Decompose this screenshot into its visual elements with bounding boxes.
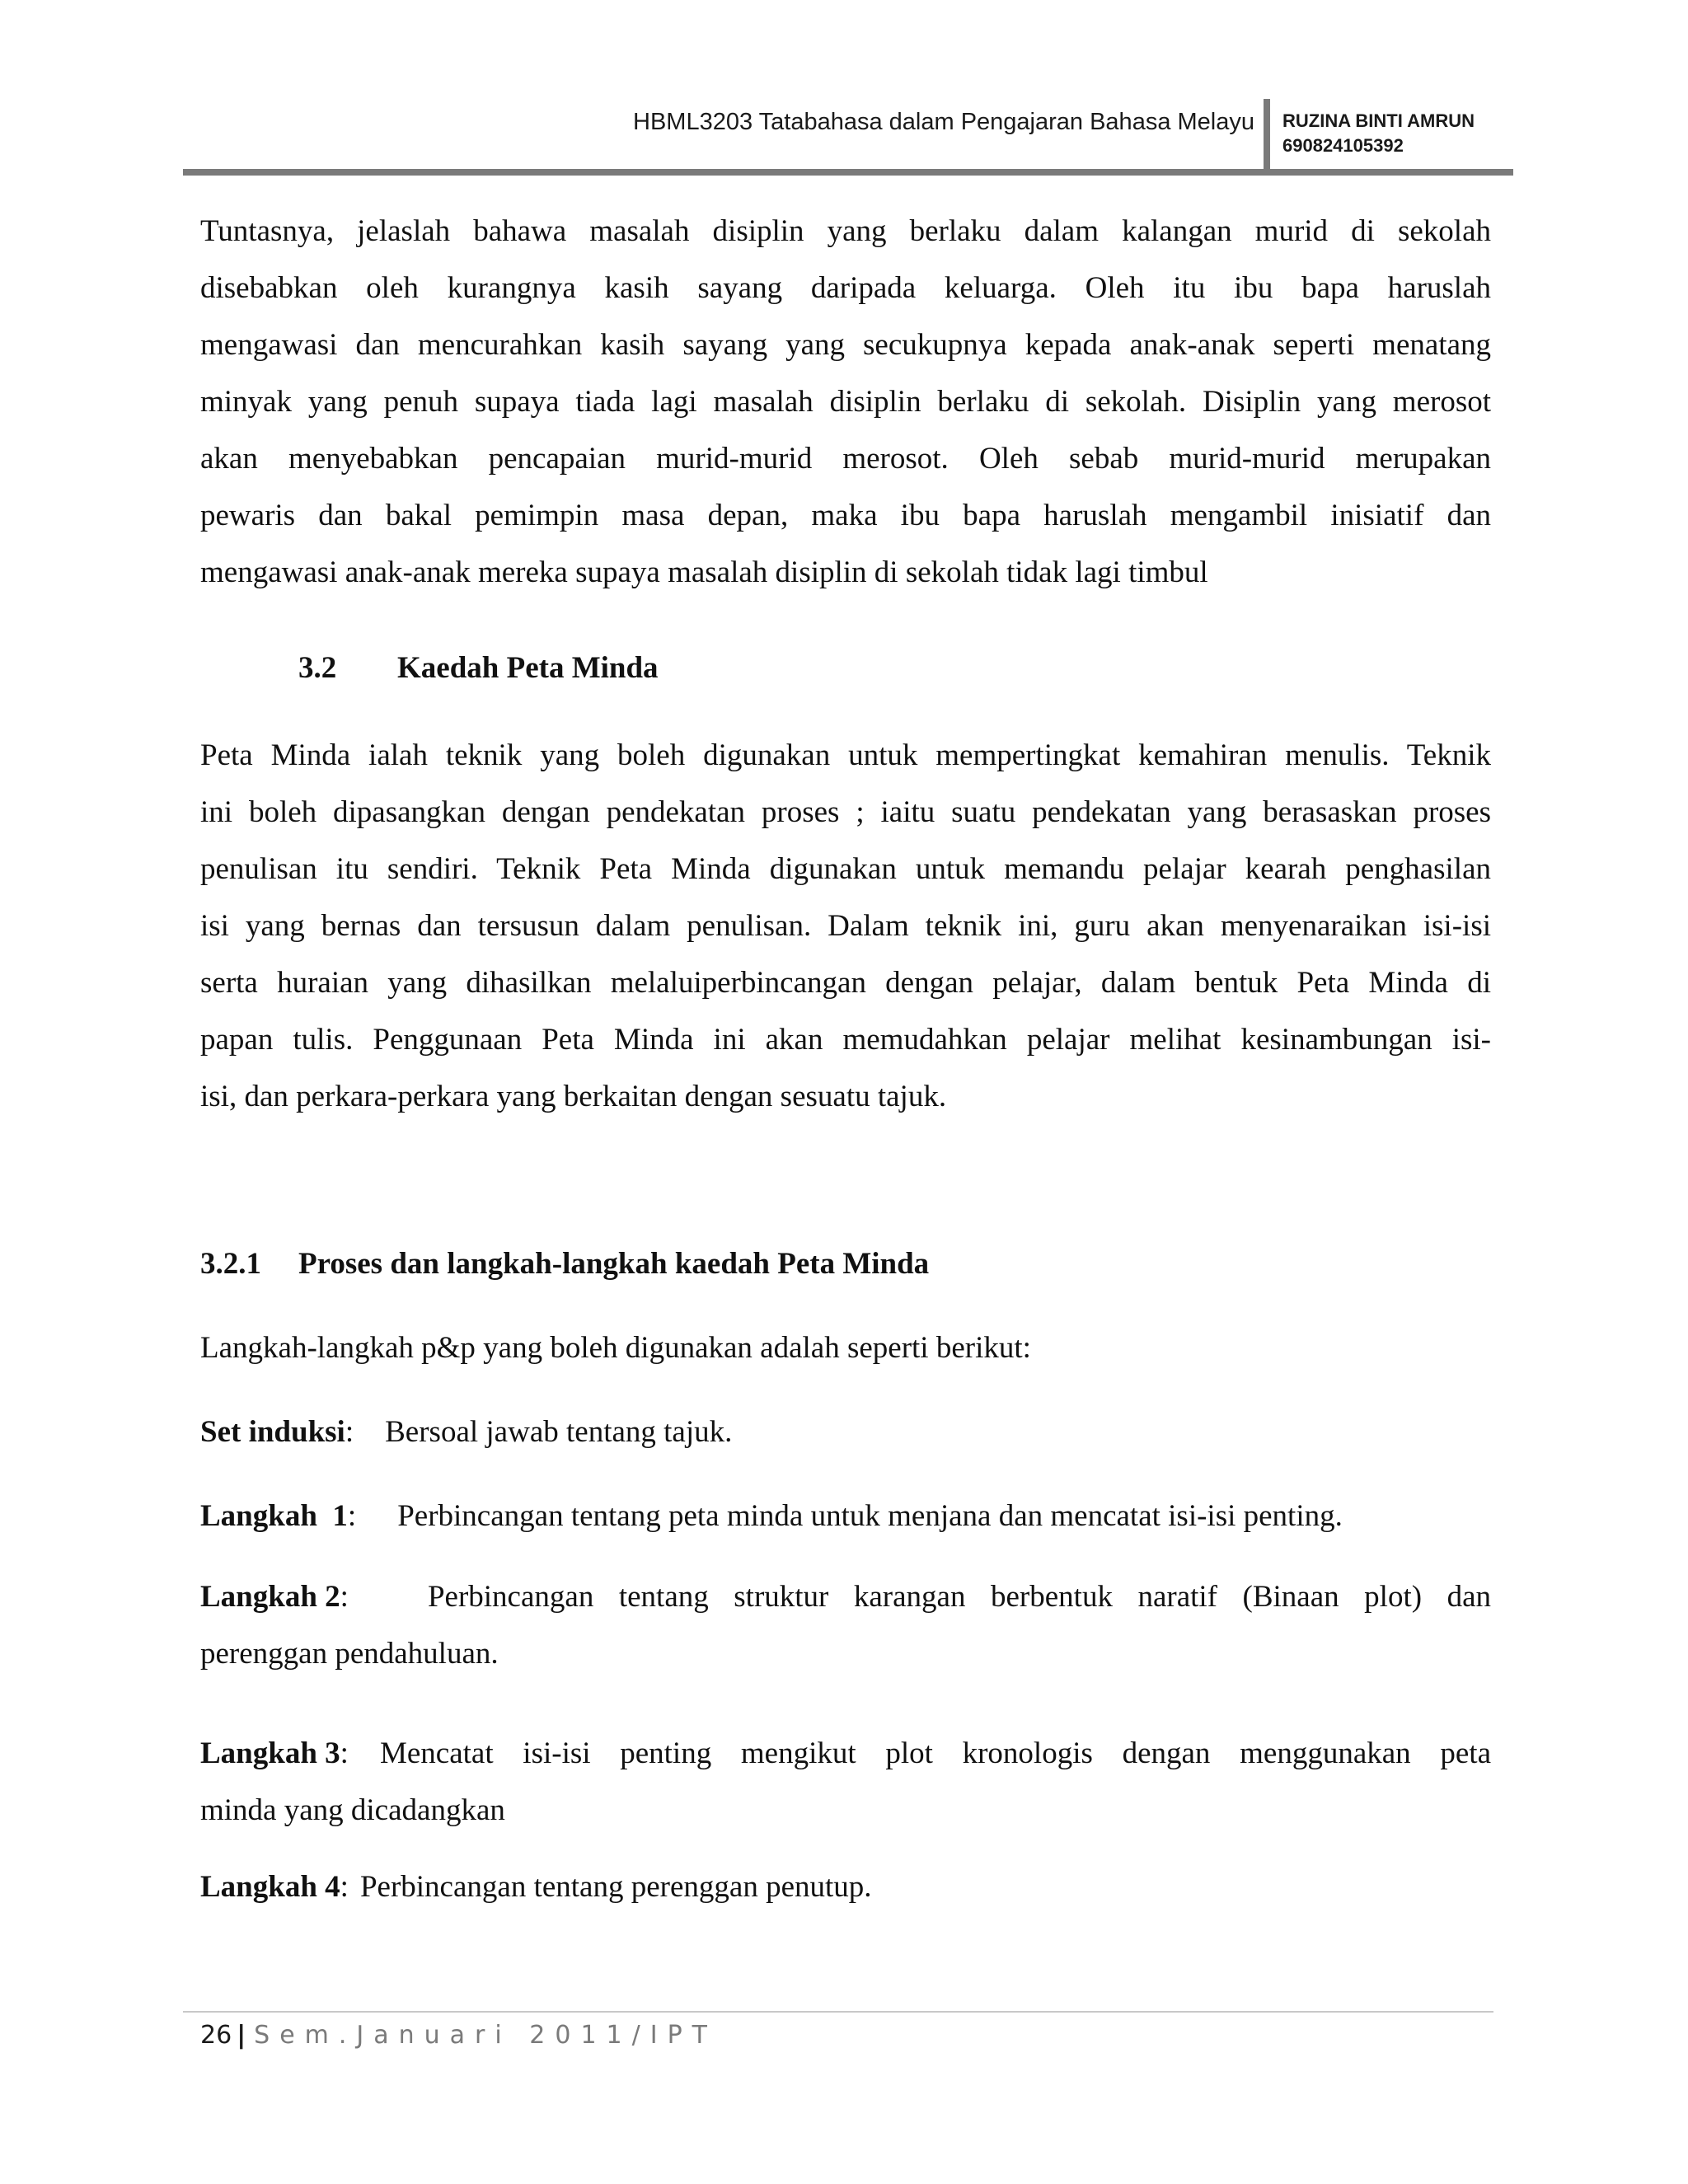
paragraph-line: Peta Minda ialah teknik yang boleh digunakan untuk mempertingkat kemahiran menulis. Teknik <box>200 738 1491 772</box>
step-text: Perbincangan tentang perenggan penutup. <box>359 1870 872 1904</box>
footer-separator: | <box>237 2021 246 2050</box>
step-label: Langkah 3 <box>200 1736 340 1770</box>
steps-intro: Langkah-langkah p&p yang boleh digunakan adalah seperti berikut: <box>200 1331 1031 1365</box>
paragraph-line: Tuntasnya, jelaslah bahawa masalah disiplin yang berlaku dalam kalangan murid di sekolah <box>200 214 1491 248</box>
course-title: HBML3203 Tatabahasa dalam Pengajaran Bahasa Melayu <box>633 109 1254 135</box>
paragraph-line: mengawasi anak-anak mereka supaya masalah disiplin di sekolah tidak lagi timbul <box>200 555 1208 589</box>
author-id: 690824105392 <box>1282 135 1404 156</box>
paragraph-line: isi, dan perkara-perkara yang berkaitan dengan sesuatu tajuk. <box>200 1080 947 1113</box>
step-text: Perbincangan tentang peta minda untuk menjana dan mencatat isi-isi penting. <box>397 1499 1343 1533</box>
paragraph-line: serta huraian yang dihasilkan melaluiperbincangan dengan pelajar, dalam bentuk Peta Minda di <box>200 966 1491 1000</box>
paragraph-line: minyak yang penuh supaya tiada lagi masalah disiplin berlaku di sekolah. Disiplin yang merosot <box>200 385 1491 419</box>
step-text-continued: perenggan pendahuluan. <box>200 1637 499 1671</box>
section-paragraph <box>200 727 1491 1125</box>
paragraph-line: akan menyebabkan pencapaian murid-murid merosot. Oleh sebab murid-murid merupakan <box>200 442 1491 476</box>
page-footer <box>200 2021 717 2050</box>
subsection-number: 3.2.1 <box>200 1247 261 1281</box>
step-text: Mencatat isi-isi penting mengikut plot kronologis dengan menggunakan peta <box>379 1736 1491 1770</box>
paragraph-line: penulisan itu sendiri. Teknik Peta Minda digunakan untuk memandu pelajar kearah penghasilan <box>200 852 1491 886</box>
step-label: Langkah 1 <box>200 1499 348 1533</box>
subsection-title: Proses dan langkah-langkah kaedah Peta Minda <box>298 1247 930 1281</box>
step-text-continued: minda yang dicadangkan <box>200 1793 505 1827</box>
intro-paragraph <box>200 203 1491 601</box>
paragraph-line: mengawasi dan mencurahkan kasih sayang yang secukupnya kepada anak-anak seperti menatang <box>200 328 1491 362</box>
footer-rule <box>183 2011 1493 2013</box>
set-induksi-text: Bersoal jawab tentang tajuk. <box>385 1415 733 1449</box>
paragraph-line: isi yang bernas dan tersusun dalam penulisan. Dalam teknik ini, guru akan menyenaraikan isi-isi <box>200 909 1491 943</box>
header-separator <box>1264 99 1270 170</box>
section-number: 3.2 <box>298 651 337 685</box>
step-1: Langkah 1: Perbincangan tentang peta minda untuk menjana dan mencatat isi-isi penting. <box>200 1499 1343 1533</box>
section-title: Kaedah Peta Minda <box>397 651 659 685</box>
author-name: RUZINA BINTI AMRUN <box>1282 110 1475 131</box>
set-induksi: Set induksi: Bersoal jawab tentang tajuk. <box>200 1415 733 1449</box>
step-label: Langkah 2 <box>200 1580 340 1614</box>
header-rule <box>183 169 1513 176</box>
paragraph-line: disebabkan oleh kurangnya kasih sayang daripada keluarga. Oleh itu ibu bapa haruslah <box>200 271 1491 305</box>
step-3: Langkah 3: Mencatat isi-isi penting mengikut plot kronologis dengan menggunakan peta minda yang dicadangkan <box>200 1725 1491 1839</box>
set-induksi-label: Set induksi <box>200 1415 345 1449</box>
author-block <box>1282 109 1475 158</box>
step-text: Perbincangan tentang struktur karangan berbentuk naratif (Binaan plot) dan <box>427 1580 1491 1614</box>
step-label: Langkah 4 <box>200 1870 340 1904</box>
paragraph-line: papan tulis. Penggunaan Peta Minda ini akan memudahkan pelajar melihat kesinambungan isi- <box>200 1023 1491 1057</box>
semester-label: Sem.Januari 2011/IPT <box>254 2021 717 2050</box>
paragraph-line: pewaris dan bakal pemimpin masa depan, maka ibu bapa haruslah mengambil inisiatif dan <box>200 499 1491 532</box>
step-2: Langkah 2: Perbincangan tentang struktur karangan berbentuk naratif (Binaan plot) dan perenggan pendahuluan. <box>200 1568 1491 1682</box>
step-4: Langkah 4: Perbincangan tentang perenggan penutup. <box>200 1870 872 1904</box>
paragraph-line: ini boleh dipasangkan dengan pendekatan proses ; iaitu suatu pendekatan yang berasaskan proses <box>200 795 1491 829</box>
page-number: 26 <box>200 2021 232 2050</box>
